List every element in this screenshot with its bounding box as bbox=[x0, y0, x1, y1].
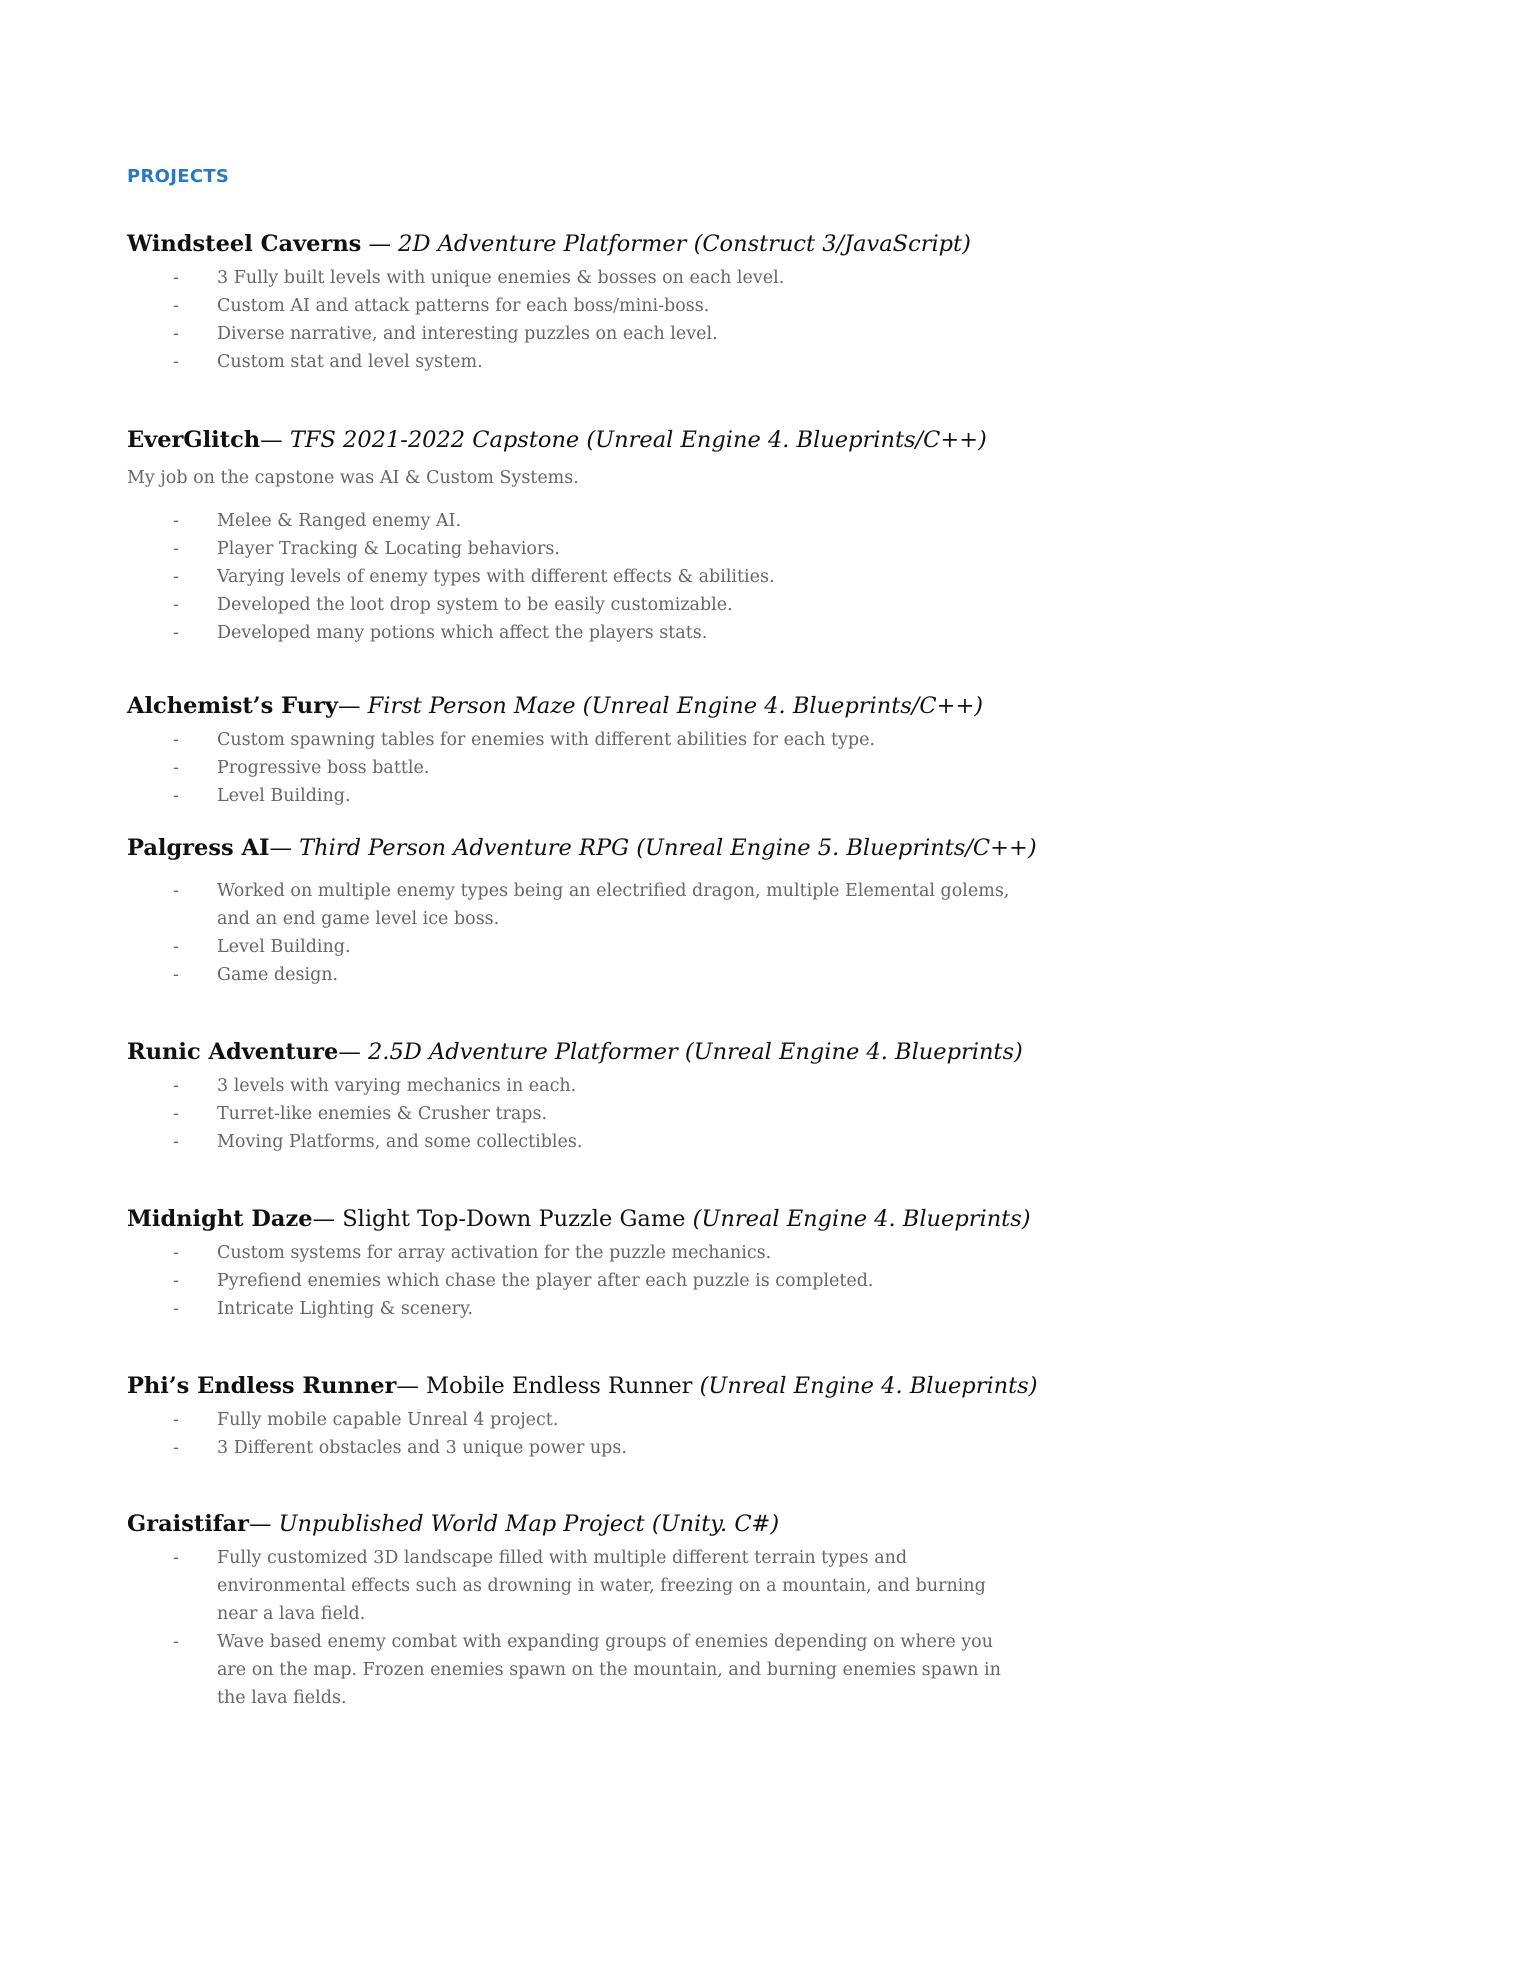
project-subtitle-plain: Slight Top-Down Puzzle Game bbox=[342, 1206, 693, 1232]
bullet-text: Melee & Ranged enemy AI. bbox=[217, 511, 462, 531]
list-item: - Wave based enemy combat with expanding groups of enemies depending on where you are on the map. Frozen enemies spawn on the mountain, and burning enemies spawn in the lava fields. bbox=[173, 1632, 1001, 1708]
project-graistifar bbox=[127, 1509, 1127, 1712]
project-title bbox=[127, 833, 1127, 863]
project-name: Midnight Daze bbox=[127, 1206, 313, 1232]
bullet-list bbox=[127, 877, 1127, 989]
title-separator: — bbox=[248, 1511, 279, 1537]
project-palgress-ai bbox=[127, 833, 1127, 989]
project-phis-endless-runner bbox=[127, 1371, 1127, 1462]
project-subtitle-plain: Mobile Endless Runner bbox=[426, 1373, 700, 1399]
project-name: Alchemist’s Fury bbox=[127, 693, 338, 719]
bullet-text: Custom systems for array activation for the puzzle mechanics. bbox=[217, 1243, 772, 1263]
bullet-text: 3 Different obstacles and 3 unique power ups. bbox=[217, 1438, 627, 1458]
list-item: - Intricate Lighting & scenery. bbox=[173, 1299, 474, 1319]
list-item: - Worked on multiple enemy types being an electrified dragon, multiple Elemental golems, and an end game level ice boss. bbox=[173, 881, 1010, 929]
project-name: Phi’s Endless Runner bbox=[127, 1373, 397, 1399]
bullet-text: Wave based enemy combat with expanding groups of enemies depending on where you are on the map. Frozen enemies spawn on the mountain, and burning enemies spawn in the lava fields. bbox=[217, 1632, 1001, 1708]
list-item: - Custom spawning tables for enemies with different abilities for each type. bbox=[173, 730, 876, 750]
list-item: - Progressive boss battle. bbox=[173, 758, 430, 778]
list-item: - Player Tracking & Locating behaviors. bbox=[173, 539, 560, 559]
list-item: - Pyrefiend enemies which chase the player after each puzzle is completed. bbox=[173, 1271, 874, 1291]
project-subtitle: Unpublished World Map Project (Unity. C#) bbox=[278, 1511, 780, 1537]
list-item: - Varying levels of enemy types with different effects & abilities. bbox=[173, 567, 775, 587]
list-item: - Fully customized 3D landscape filled with multiple different terrain types and environmental effects such as drowning in water, freezing on a mountain, and burning near a lava field. bbox=[173, 1548, 986, 1624]
project-alchemists-fury bbox=[127, 691, 1127, 810]
project-name: Windsteel Caverns bbox=[127, 231, 362, 257]
bullet-text: 3 levels with varying mechanics in each. bbox=[217, 1076, 577, 1096]
bullet-text: Custom stat and level system. bbox=[217, 352, 483, 372]
title-separator: — bbox=[338, 693, 368, 719]
list-item: - Custom AI and attack patterns for each boss/mini-boss. bbox=[173, 296, 710, 316]
list-item: - Diverse narrative, and interesting puzzles on each level. bbox=[173, 324, 718, 344]
list-item: - Level Building. bbox=[173, 786, 351, 806]
bullet-list bbox=[127, 1406, 1127, 1462]
bullet-text: Fully mobile capable Unreal 4 project. bbox=[217, 1410, 559, 1430]
section-heading-projects: PROJECTS bbox=[127, 166, 230, 187]
project-title bbox=[127, 1371, 1127, 1401]
project-midnight-daze bbox=[127, 1204, 1127, 1323]
bullet-text: Game design. bbox=[217, 965, 339, 985]
bullet-text: Custom spawning tables for enemies with different abilities for each type. bbox=[217, 730, 876, 750]
bullet-text: Player Tracking & Locating behaviors. bbox=[217, 539, 560, 559]
project-subtitle: First Person Maze (Unreal Engine 4. Blueprints/C++) bbox=[367, 693, 984, 719]
list-item: - Custom systems for array activation for the puzzle mechanics. bbox=[173, 1243, 772, 1263]
project-name: EverGlitch bbox=[127, 427, 261, 453]
project-name: Runic Adventure bbox=[127, 1039, 339, 1065]
list-item: - Custom stat and level system. bbox=[173, 352, 483, 372]
list-item: - 3 Fully built levels with unique enemies & bosses on each level. bbox=[173, 268, 785, 288]
bullet-list bbox=[127, 1072, 1127, 1156]
project-title bbox=[127, 425, 1127, 455]
project-subtitle: TFS 2021-2022 Capstone (Unreal Engine 4. Blueprints/C++) bbox=[289, 427, 987, 453]
bullet-text: Worked on multiple enemy types being an electrified dragon, multiple Elemental golems, and an end game level ice boss. bbox=[217, 881, 1010, 929]
project-subtitle: 2.5D Adventure Platformer (Unreal Engine 4. Blueprints) bbox=[368, 1039, 1023, 1065]
project-windsteel-caverns bbox=[127, 229, 1127, 376]
title-separator: — bbox=[260, 427, 290, 453]
title-separator: — bbox=[396, 1373, 427, 1399]
project-runic-adventure bbox=[127, 1037, 1127, 1156]
list-item: - Developed the loot drop system to be easily customizable. bbox=[173, 595, 733, 615]
project-subtitle: (Unreal Engine 4. Blueprints) bbox=[692, 1206, 1031, 1232]
list-item: - Level Building. bbox=[173, 937, 351, 957]
project-title bbox=[127, 1509, 1127, 1539]
bullet-text: Level Building. bbox=[217, 937, 351, 957]
title-separator: — bbox=[361, 231, 399, 257]
list-item: - Turret-like enemies & Crusher traps. bbox=[173, 1104, 548, 1124]
project-title bbox=[127, 1204, 1127, 1234]
project-title bbox=[127, 229, 1127, 259]
list-item: - 3 levels with varying mechanics in each. bbox=[173, 1076, 577, 1096]
project-name: Graistifar bbox=[127, 1511, 249, 1537]
bullet-text: 3 Fully built levels with unique enemies & bosses on each level. bbox=[217, 268, 785, 288]
bullet-text: Varying levels of enemy types with different effects & abilities. bbox=[217, 567, 775, 587]
project-subtitle: 2D Adventure Platformer (Construct 3/JavaScript) bbox=[398, 231, 971, 257]
bullet-text: Level Building. bbox=[217, 786, 351, 806]
list-item: - Fully mobile capable Unreal 4 project. bbox=[173, 1410, 559, 1430]
list-item: - Developed many potions which affect the players stats. bbox=[173, 623, 708, 643]
bullet-text: Turret-like enemies & Crusher traps. bbox=[217, 1104, 548, 1124]
bullet-list bbox=[127, 1239, 1127, 1323]
bullet-list bbox=[127, 726, 1127, 810]
bullet-text: Custom AI and attack patterns for each boss/mini-boss. bbox=[217, 296, 710, 316]
list-item: - Game design. bbox=[173, 965, 339, 985]
bullet-text: Developed many potions which affect the players stats. bbox=[217, 623, 708, 643]
project-subtitle: Third Person Adventure RPG (Unreal Engine 5. Blueprints/C++) bbox=[299, 835, 1037, 861]
bullet-text: Developed the loot drop system to be easily customizable. bbox=[217, 595, 733, 615]
list-item: - Melee & Ranged enemy AI. bbox=[173, 511, 462, 531]
bullet-list bbox=[127, 507, 1127, 647]
bullet-list bbox=[127, 264, 1127, 376]
bullet-text: Intricate Lighting & scenery. bbox=[217, 1299, 474, 1319]
bullet-text: Fully customized 3D landscape filled with multiple different terrain types and environmental effects such as drowning in water, freezing on a mountain, and burning near a lava field. bbox=[217, 1548, 986, 1624]
bullet-text: Moving Platforms, and some collectibles. bbox=[217, 1132, 583, 1152]
bullet-text: Diverse narrative, and interesting puzzles on each level. bbox=[217, 324, 718, 344]
title-separator: — bbox=[338, 1039, 369, 1065]
title-separator: — bbox=[269, 835, 300, 861]
bullet-list bbox=[127, 1544, 1127, 1712]
project-name: Palgress AI bbox=[127, 835, 270, 861]
bullet-text: Progressive boss battle. bbox=[217, 758, 430, 778]
title-separator: — bbox=[312, 1206, 343, 1232]
project-everglitch bbox=[127, 425, 1127, 647]
list-item: - Moving Platforms, and some collectibles. bbox=[173, 1132, 583, 1152]
project-description: My job on the capstone was AI & Custom Systems. bbox=[127, 468, 579, 488]
bullet-text: Pyrefiend enemies which chase the player after each puzzle is completed. bbox=[217, 1271, 874, 1291]
project-title bbox=[127, 691, 1127, 721]
project-title bbox=[127, 1037, 1127, 1067]
project-subtitle: (Unreal Engine 4. Blueprints) bbox=[699, 1373, 1038, 1399]
list-item: - 3 Different obstacles and 3 unique power ups. bbox=[173, 1438, 627, 1458]
